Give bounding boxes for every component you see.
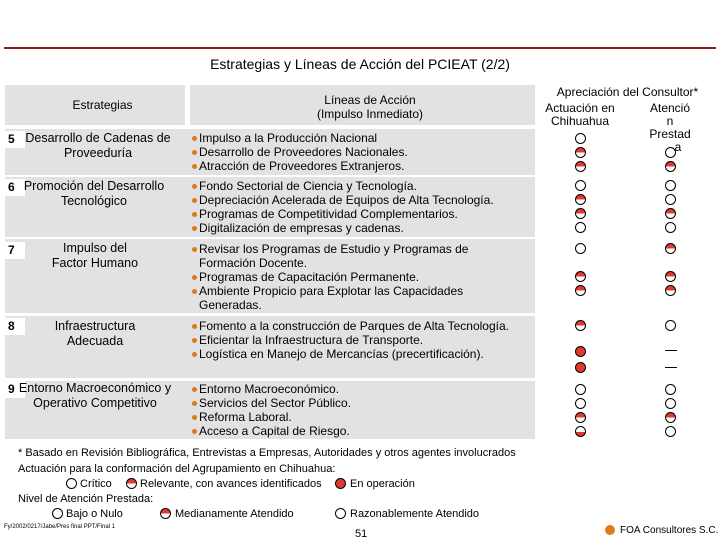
row-number-5: 5 <box>5 131 25 148</box>
rating-half-icon <box>665 161 676 172</box>
rating-empty-icon <box>575 243 586 254</box>
header-col2-b: n <box>666 114 674 128</box>
action-item: Fomento a la construcción de Parques de Alta Tecnología. <box>192 319 512 333</box>
actions-5 <box>192 131 532 173</box>
row-number-9: 9 <box>5 381 25 398</box>
action-item: Impulso a la Producción Nacional <box>192 131 532 145</box>
header-col2-a: Atenció <box>649 101 691 115</box>
rating-empty-icon <box>575 133 586 144</box>
rating-half-icon <box>665 271 676 282</box>
header-col1-b: Chihuahua <box>550 114 610 128</box>
rating-empty-icon <box>665 180 676 191</box>
rating-empty-icon <box>665 426 676 437</box>
action-item: Digitalización de empresas y cadenas. <box>192 221 532 235</box>
actions-6 <box>192 179 532 235</box>
action-item: Programas de Capacitación Permanente. <box>192 270 522 284</box>
header-lineas-label: Líneas de Acción <box>324 93 416 107</box>
legend-medianamente: Medianamente Atendido <box>175 508 294 520</box>
legend-relevante-icon <box>126 478 137 489</box>
actions-8 <box>192 319 512 361</box>
action-item: Desarrollo de Proveedores Nacionales. <box>192 145 532 159</box>
rating-full-icon <box>575 362 586 373</box>
legend-operacion: En operación <box>350 478 415 490</box>
header-col2-c: Prestad <box>649 127 691 141</box>
actions-7 <box>192 242 522 312</box>
strategy-9: Entorno Macroeconómico y Operativo Competitivo <box>18 381 172 410</box>
legend-bajo-icon <box>52 508 63 519</box>
strategy-6: Promoción del Desarrollo Tecnológico <box>23 179 165 208</box>
rating-empty-icon <box>575 398 586 409</box>
legend-medianamente-icon <box>160 508 171 519</box>
rating-empty-icon <box>665 222 676 233</box>
brand <box>605 525 718 536</box>
rating-half-icon <box>575 208 586 219</box>
action-item: Entorno Macroeconómico. <box>192 382 532 396</box>
rating-dash-icon <box>665 350 677 351</box>
rating-half-icon <box>665 285 676 296</box>
header-col2-d: a <box>674 140 682 154</box>
row-number-7: 7 <box>5 242 25 259</box>
action-item: Eficientar la Infraestructura de Transporte. <box>192 333 512 347</box>
rating-half-icon <box>665 243 676 254</box>
rating-full-icon <box>575 346 586 357</box>
footnotes <box>18 445 516 477</box>
brand-name: FOA Consultores S.C. <box>620 525 719 536</box>
legend-razonablemente: Razonablemente Atendido <box>350 508 480 520</box>
action-item: Fondo Sectorial de Ciencia y Tecnología. <box>192 179 532 193</box>
header-estrategias-label: Estrategias <box>72 98 133 112</box>
rating-empty-icon <box>575 384 586 395</box>
strategy-5: Desarrollo de Cadenas de Proveeduría <box>25 131 171 160</box>
rating-half-icon <box>575 412 586 423</box>
action-item: Servicios del Sector Público. <box>192 396 532 410</box>
rating-empty-icon <box>665 320 676 331</box>
rating-half-icon <box>575 271 586 282</box>
rating-half-icon <box>665 208 676 219</box>
note-line-1: * Basado en Revisión Bibliográfica, Entrevistas a Empresas, Autoridades y otros agentes involucrados <box>18 447 516 459</box>
note-line-3: Nivel de Atención Prestada: <box>18 493 154 505</box>
legend-bajo: Bajo o Nulo <box>66 508 123 520</box>
row-number-6: 6 <box>5 179 25 196</box>
rating-half-icon <box>575 147 586 158</box>
action-item: Ambiente Propicio para Explotar las Capacidades Generadas. <box>192 284 522 312</box>
actions-9 <box>192 382 532 438</box>
brand-logo-icon <box>605 525 615 535</box>
row-number-8: 8 <box>5 318 25 335</box>
legend-critico-icon <box>66 478 77 489</box>
rating-dash-icon <box>665 367 677 368</box>
legend-critico: Crítico <box>80 478 112 490</box>
rating-half-icon <box>665 412 676 423</box>
rating-half-icon <box>575 320 586 331</box>
action-item: Atracción de Proveedores Extranjeros. <box>192 159 532 173</box>
action-item: Depreciación Acelerada de Equipos de Alta Tecnología. <box>192 193 532 207</box>
legend-relevante: Relevante, con avances identificados <box>140 478 322 490</box>
legend-razonablemente-icon <box>335 508 346 519</box>
strategy-7: Impulso del Factor Humano <box>51 241 139 270</box>
rating-half-icon <box>575 161 586 172</box>
rating-empty-icon <box>575 180 586 191</box>
action-item: Programas de Competitividad Complementarios. <box>192 207 532 221</box>
rating-quarter-icon <box>575 426 586 437</box>
action-item: Logística en Manejo de Mercancías (precertificación). <box>192 347 512 361</box>
rating-empty-icon <box>665 398 676 409</box>
header-apreciacion: Apreciación del Consultor* <box>556 85 699 99</box>
action-item: Acceso a Capital de Riesgo. <box>192 424 532 438</box>
legend-operacion-icon <box>335 478 346 489</box>
header-col1-a: Actuación en <box>545 101 615 115</box>
note-line-2: Actuación para la conformación del Agrupamiento en Chihuahua: <box>18 463 336 475</box>
action-item: Reforma Laboral. <box>192 410 532 424</box>
action-item: Revisar los Programas de Estudio y Programas de Formación Docente. <box>192 242 522 270</box>
rating-empty-icon <box>665 384 676 395</box>
rating-empty-icon <box>575 222 586 233</box>
rating-half-icon <box>575 194 586 205</box>
strategy-8: Infraestructura Adecuada <box>54 319 136 348</box>
header-lineas-sub: (Impulso Inmediato) <box>316 107 424 121</box>
page-number: 51 <box>355 528 368 540</box>
file-path: Fy/2002/0217/Jabe/Pres final PPT/Final 1 <box>4 524 116 530</box>
page-title: Estrategias y Líneas de Acción del PCIEAT (2/2) <box>210 56 510 72</box>
rating-empty-icon <box>665 194 676 205</box>
rating-empty-icon <box>665 147 676 158</box>
rating-half-icon <box>575 285 586 296</box>
top-rule <box>4 47 716 49</box>
